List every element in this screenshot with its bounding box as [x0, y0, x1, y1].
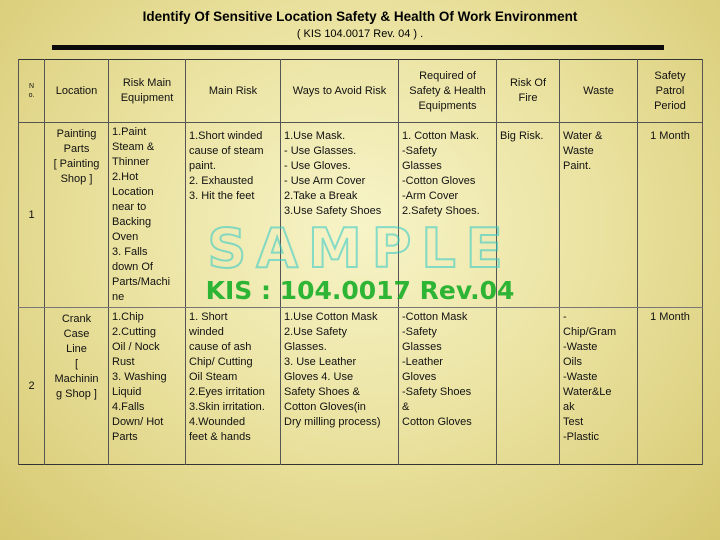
cell-fire-risk — [497, 308, 560, 465]
header-fire-risk: Risk Of Fire — [497, 60, 560, 123]
main-risk-text: 1.Short winded cause of steam paint. 2. Exhausted 3. Hit the feet — [189, 130, 264, 202]
cell-avoid-risk — [281, 123, 399, 308]
document-code-stamp: KIS : 104.0017 Rev.04 — [205, 276, 515, 305]
row-number: 2 — [19, 308, 45, 465]
avoid-risk-text: 1.Use Mask. - Use Glasses. - Use Gloves. - Use Arm Cover 2.Take a Break 3.Use Safety Shoes — [284, 130, 382, 217]
cell-safety-equipment — [399, 123, 497, 308]
cell-equipment: 1.Paint Steam & Thinner 2.Hot Location near to Backing Oven 3. Falls down Of Parts/Machi ne — [109, 123, 186, 308]
title-divider — [52, 45, 664, 50]
header-avoid-risk: Ways to Avoid Risk — [281, 60, 399, 123]
patrol-period-text: 1 Month — [650, 130, 690, 142]
header-waste: Waste — [560, 60, 638, 123]
cell-fire-risk — [497, 123, 560, 308]
header-main-risk: Main Risk — [186, 60, 281, 123]
cell-location: Painting Parts [ Painting Shop ] — [45, 123, 109, 308]
header-no: N o. — [19, 60, 45, 123]
cell-patrol-period: 1 Month — [638, 308, 703, 465]
cell-main-risk: 1. Short winded cause of ash Chip/ Cutting Oil Steam 2.Eyes irritation 3.Skin irritation. 4.Wounded feet & hands — [186, 308, 281, 465]
document-code: ( KIS 104.0017 Rev. 04 ) . — [296, 28, 424, 40]
cell-equipment: 1.Chip 2.Cutting Oil / Nock Rust 3. Washing Liquid 4.Falls Down/ Hot Parts — [109, 308, 186, 465]
cell-waste — [560, 123, 638, 308]
cell-safety-equipment: -Cotton Mask -Safety Glasses -Leather Gloves -Safety Shoes & Cotton Gloves — [399, 308, 497, 465]
risk-assessment-table — [18, 59, 703, 465]
header-equipment: Risk Main Equipment — [109, 60, 186, 123]
cell-waste: - Chip/Gram -Waste Oils -Waste Water&Le ak Test -Plastic — [560, 308, 638, 465]
page-title: Identify Of Sensitive Location Safety & Health Of Work Environment — [142, 9, 578, 24]
row-number: 1 — [19, 123, 45, 308]
fire-risk-text: Big Risk. — [500, 130, 544, 142]
cell-location: Crank Case Line [ Machinin g Shop ] — [45, 308, 109, 465]
sample-watermark: SAMPLE — [207, 217, 513, 280]
cell-patrol-period — [638, 123, 703, 308]
cell-main-risk — [186, 123, 281, 308]
waste-text: Water & Waste Paint. — [563, 130, 603, 172]
cell-avoid-risk: 1.Use Cotton Mask 2.Use Safety Glasses. 3. Use Leather Gloves 4. Use Safety Shoes & Cotton Gloves(in Dry milling process) — [281, 308, 399, 465]
table-row — [19, 123, 703, 308]
header-patrol-period: Safety Patrol Period — [638, 60, 703, 123]
header-location: Location — [45, 60, 109, 123]
header-row — [19, 60, 703, 123]
header-safety-equipment: Required of Safety & Health Equipments — [399, 60, 497, 123]
table-row — [19, 308, 703, 465]
safety-equipment-text: 1. Cotton Mask. -Safety Glasses -Cotton Gloves -Arm Cover 2.Safety Shoes. — [402, 130, 480, 217]
